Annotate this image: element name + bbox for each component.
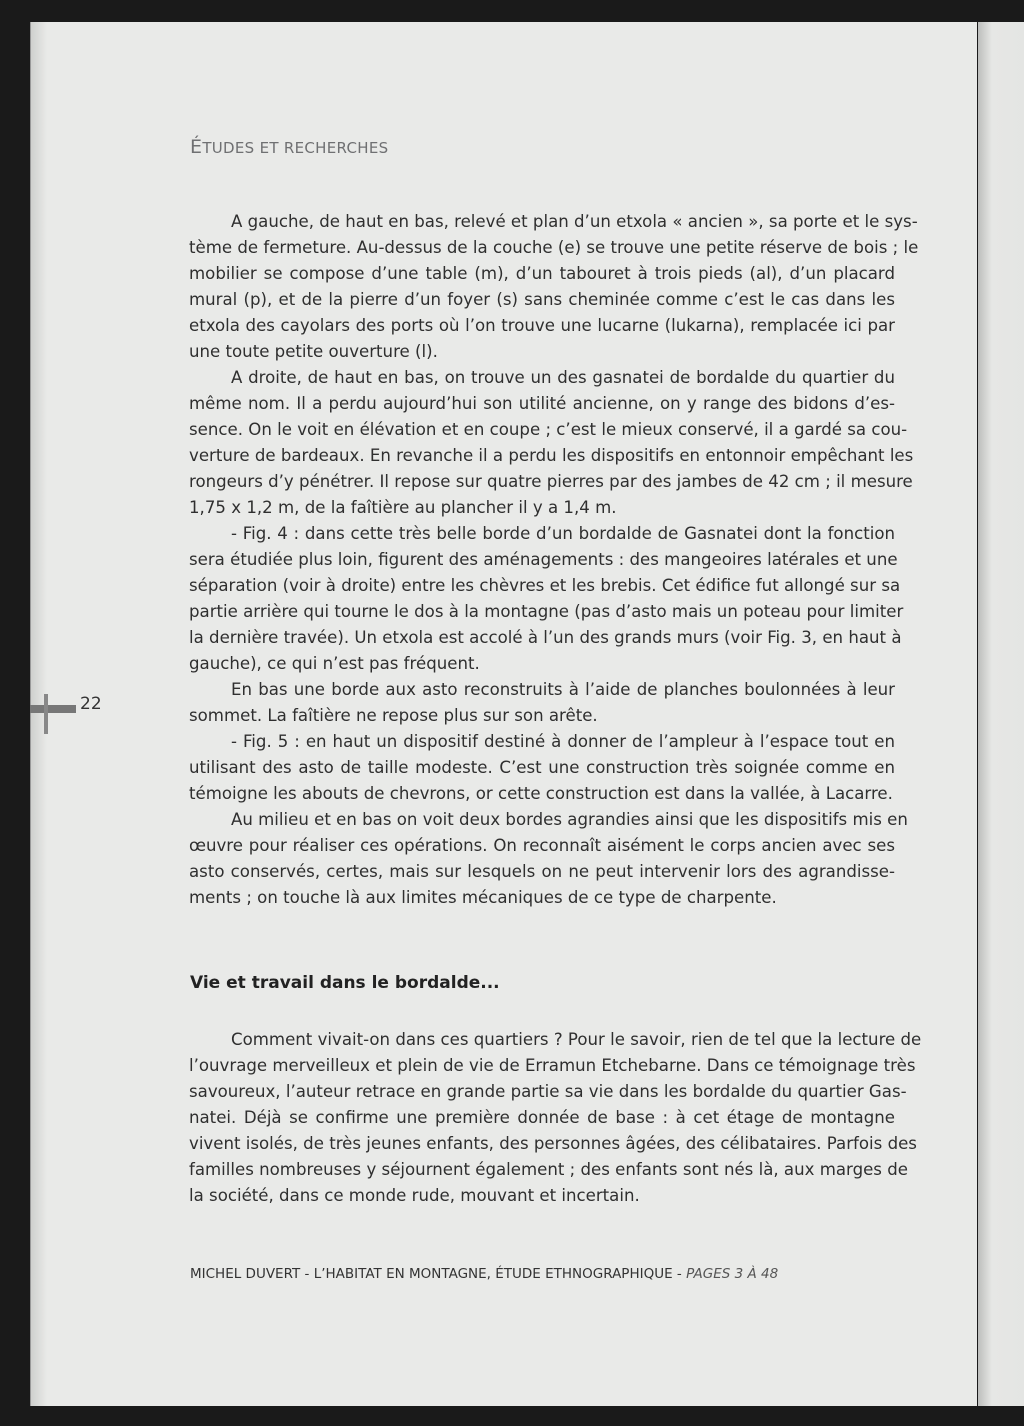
paragraph xyxy=(189,521,904,677)
text-line: ments ; on touche là aux limites mécaniques de ce type de charpente. xyxy=(189,888,777,907)
footer-separator: - xyxy=(300,1266,314,1282)
paragraph xyxy=(189,209,919,365)
paragraph xyxy=(189,365,914,521)
text-line: l’ouvrage merveilleux et plein de vie de Erramun Etchebarne. Dans ce témoignage très xyxy=(189,1056,916,1075)
text-line: sommet. La faîtière ne repose plus sur son arête. xyxy=(189,706,598,725)
text-line: Au milieu et en bas on voit deux bordes agrandies ainsi que les dispositifs mis en xyxy=(231,810,908,829)
text-line: sera étudiée plus loin, figurent des aménagements : des mangeoires latérales et une xyxy=(189,550,898,569)
text-line: Comment vivait-on dans ces quartiers ? Pour le savoir, rien de tel que la lecture de xyxy=(231,1030,922,1049)
text-line: etxola des cayolars des ports où l’on trouve une lucarne (lukarna), remplacée ici par xyxy=(189,316,895,335)
text-line: 1,75 x 1,2 m, de la faîtière au plancher il y a 1,4 m. xyxy=(189,498,617,517)
text-line: - Fig. 4 : dans cette très belle borde d’un bordalde de Gasnatei dont la fonction xyxy=(231,524,895,543)
text-line: savoureux, l’auteur retrace en grande partie sa vie dans les bordalde du quartier Gas- xyxy=(189,1082,907,1101)
running-head xyxy=(190,136,388,158)
text-line: séparation (voir à droite) entre les chèvres et les brebis. Cet édifice fut allongé sur sa xyxy=(189,576,901,595)
text-line: mobilier se compose d’une table (m), d’un tabouret à trois pieds (al), d’un placard xyxy=(189,264,895,283)
text-line: utilisant des asto de taille modeste. C’est une construction très soignée comme en xyxy=(189,758,895,777)
footer-title: L’HABITAT EN MONTAGNE, ÉTUDE ETHNOGRAPHIQUE xyxy=(313,1266,673,1282)
page-tab-marker-vertical xyxy=(44,694,48,734)
page-tab-marker xyxy=(30,705,76,713)
text-line: tème de fermeture. Au-dessus de la couche (e) se trouve une petite réserve de bois ; le xyxy=(189,238,919,257)
text-line: mural (p), et de la pierre d’un foyer (s) sans cheminée comme c’est le cas dans les xyxy=(189,290,895,309)
text-line: partie arrière qui tourne le dos à la montagne (pas d’asto mais un poteau pour limiter xyxy=(189,602,904,621)
footer-pages: PAGES 3 À 48 xyxy=(686,1266,779,1282)
footer-separator: - xyxy=(672,1266,687,1282)
text-line: témoigne les abouts de chevrons, or cette construction est dans la vallée, à Lacarre. xyxy=(189,784,893,803)
running-head-text: TUDES ET RECHERCHES xyxy=(202,139,389,157)
text-line: même nom. Il a perdu aujourd’hui son utilité ancienne, on y range des bidons d’es- xyxy=(189,394,895,413)
text-line: A droite, de haut en bas, on trouve un des gasnatei de bordalde du quartier du xyxy=(231,368,895,387)
text-line: rongeurs d’y pénétrer. Il repose sur quatre pierres par des jambes de 42 cm ; il mesure xyxy=(189,472,913,491)
text-line: une toute petite ouverture (l). xyxy=(189,342,438,361)
running-head-initial: É xyxy=(190,136,203,158)
text-line: natei. Déjà se confirme une première donnée de base : à cet étage de montagne xyxy=(189,1108,895,1127)
paragraph xyxy=(189,807,908,911)
text-line: En bas une borde aux asto reconstruits à l’aide de planches boulonnées à leur xyxy=(231,680,895,699)
section-body-text xyxy=(189,1027,922,1209)
footer-author: MICHEL DUVERT xyxy=(190,1266,301,1282)
page-footer xyxy=(190,1266,778,1282)
text-line: A gauche, de haut en bas, relevé et plan d’un etxola « ancien », sa porte et le sys- xyxy=(231,212,918,231)
text-line: sence. On le voit en élévation et en coupe ; c’est le mieux conservé, il a gardé sa cou- xyxy=(189,420,908,439)
text-line: familles nombreuses y séjournent également ; des enfants sont nés là, aux marges de xyxy=(189,1160,908,1179)
facing-page-edge xyxy=(978,22,1024,1406)
paragraph xyxy=(189,677,895,729)
text-line: la dernière travée). Un etxola est accolé à l’un des grands murs (voir Fig. 3, en haut à xyxy=(189,628,902,647)
text-line: - Fig. 5 : en haut un dispositif destiné à donner de l’ampleur à l’espace tout en xyxy=(231,732,895,751)
text-line: asto conservés, certes, mais sur lesquels on ne peut intervenir lors des agrandisse- xyxy=(189,862,895,881)
page-number: 22 xyxy=(80,694,102,714)
text-line: vivent isolés, de très jeunes enfants, des personnes âgées, des célibataires. Parfois des xyxy=(189,1134,917,1153)
text-line: gauche), ce qui n’est pas fréquent. xyxy=(189,654,480,673)
text-line: œuvre pour réaliser ces opérations. On reconnaît aisément le corps ancien avec ses xyxy=(189,836,895,855)
section-heading: Vie et travail dans le bordalde... xyxy=(190,973,500,993)
paragraph xyxy=(189,1027,922,1209)
paragraph xyxy=(189,729,895,807)
body-text xyxy=(189,209,919,911)
text-line: la société, dans ce monde rude, mouvant et incertain. xyxy=(189,1186,640,1205)
text-line: verture de bardeaux. En revanche il a perdu les dispositifs en entonnoir empêchant les xyxy=(189,446,914,465)
